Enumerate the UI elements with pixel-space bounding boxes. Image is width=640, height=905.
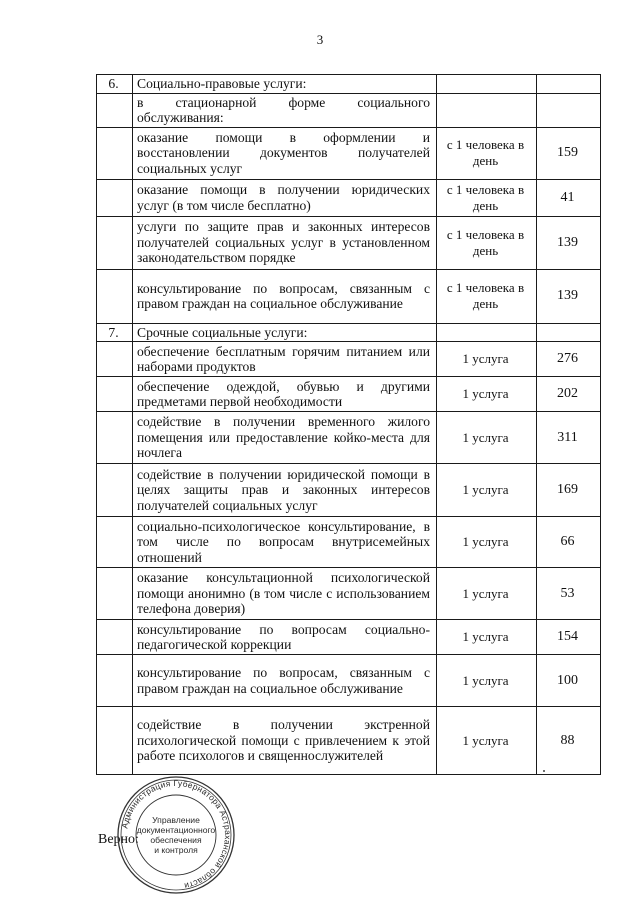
- table-row: [97, 269, 601, 323]
- table-row: [97, 655, 601, 707]
- service-unit: 1 услуга: [437, 464, 537, 517]
- service-price: 311: [537, 412, 601, 464]
- service-unit: [437, 93, 537, 127]
- page-number: 3: [316, 32, 324, 47]
- table-row: [97, 342, 601, 377]
- stamp-line: и контроля: [154, 845, 198, 855]
- service-unit: 1 услуга: [437, 517, 537, 568]
- service-price: [537, 93, 601, 127]
- service-unit: 1 услуга: [437, 707, 537, 775]
- section-title: Срочные социальные услуги:: [133, 323, 437, 342]
- section-number: 6.: [97, 75, 133, 94]
- stamp-line: Управление: [152, 815, 200, 825]
- services-table: [96, 74, 601, 775]
- service-unit: с 1 человека в день: [437, 127, 537, 179]
- service-name: содействие в получении экстренной психологической помощи с привлечением к этой работе психологов и священнослужителей: [133, 707, 437, 775]
- service-name: оказание помощи в получении юридических услуг (в том числе бесплатно): [133, 179, 437, 216]
- service-price: 276: [537, 342, 601, 377]
- stamp-line: документационного: [136, 825, 216, 835]
- service-unit: 1 услуга: [437, 377, 537, 412]
- service-name: социально-психологическое консультирование, в том числе по вопросам внутрисемейных отношений: [133, 517, 437, 568]
- service-unit: с 1 человека в день: [437, 179, 537, 216]
- service-name: услуги по защите прав и законных интересов получателей социальных услуг в установленном законодательством порядке: [133, 216, 437, 269]
- section-title: Социально-правовые услуги:: [133, 75, 437, 94]
- service-price: 66: [537, 517, 601, 568]
- service-name: оказание помощи в оформлении и восстановлении документов получателей социальных услуг: [133, 127, 437, 179]
- service-price: 53: [537, 568, 601, 620]
- table-row: [97, 464, 601, 517]
- service-price: 88: [537, 707, 601, 775]
- ink-dot: [543, 770, 545, 772]
- table-row: [97, 620, 601, 655]
- table-row: [97, 216, 601, 269]
- service-name: консультирование по вопросам социально-педагогической коррекции: [133, 620, 437, 655]
- table-row: [97, 707, 601, 775]
- verno-label: Верно:: [98, 832, 139, 847]
- service-unit: с 1 человека в день: [437, 216, 537, 269]
- service-name: обеспечение одеждой, обувью и другими предметами первой необходимости: [133, 377, 437, 412]
- service-price: 100: [537, 655, 601, 707]
- table-row: [97, 179, 601, 216]
- section-row: [97, 323, 601, 342]
- table-row: [97, 412, 601, 464]
- service-name: обеспечение бесплатным горячим питанием или наборами продуктов: [133, 342, 437, 377]
- service-price: 202: [537, 377, 601, 412]
- table-row: [97, 517, 601, 568]
- service-unit: с 1 человека в день: [437, 269, 537, 323]
- service-unit: 1 услуга: [437, 412, 537, 464]
- stamp-center: [116, 775, 236, 895]
- service-unit: 1 услуга: [437, 342, 537, 377]
- service-unit: 1 услуга: [437, 655, 537, 707]
- section-number: 7.: [97, 323, 133, 342]
- table-row: [97, 93, 601, 127]
- service-price: 41: [537, 179, 601, 216]
- section-row: [97, 75, 601, 94]
- service-price: 139: [537, 269, 601, 323]
- table-row: [97, 377, 601, 412]
- service-price: 139: [537, 216, 601, 269]
- stamp-line: обеспечения: [150, 835, 202, 845]
- table-row: [97, 568, 601, 620]
- service-name: содействие в получении юридической помощи в целях защиты прав и законных интересов получателей социальных услуг: [133, 464, 437, 517]
- service-price: 159: [537, 127, 601, 179]
- service-unit: 1 услуга: [437, 620, 537, 655]
- service-unit: 1 услуга: [437, 568, 537, 620]
- stamp-ring-text: Администрация Губернатора Астраханской области: [119, 777, 234, 892]
- service-name: в стационарной форме социального обслуживания:: [133, 93, 437, 127]
- table-row: [97, 127, 601, 179]
- official-stamp: [116, 775, 236, 895]
- service-price: 154: [537, 620, 601, 655]
- service-name: содействие в получении временного жилого помещения или предоставление койко-места для ночлега: [133, 412, 437, 464]
- service-name: консультирование по вопросам, связанным с правом граждан на социальное обслуживание: [133, 655, 437, 707]
- service-name: оказание консультационной психологической помощи анонимно (в том числе с использованием телефона доверия): [133, 568, 437, 620]
- service-price: 169: [537, 464, 601, 517]
- service-name: консультирование по вопросам, связанным с правом граждан на социальное обслуживание: [133, 269, 437, 323]
